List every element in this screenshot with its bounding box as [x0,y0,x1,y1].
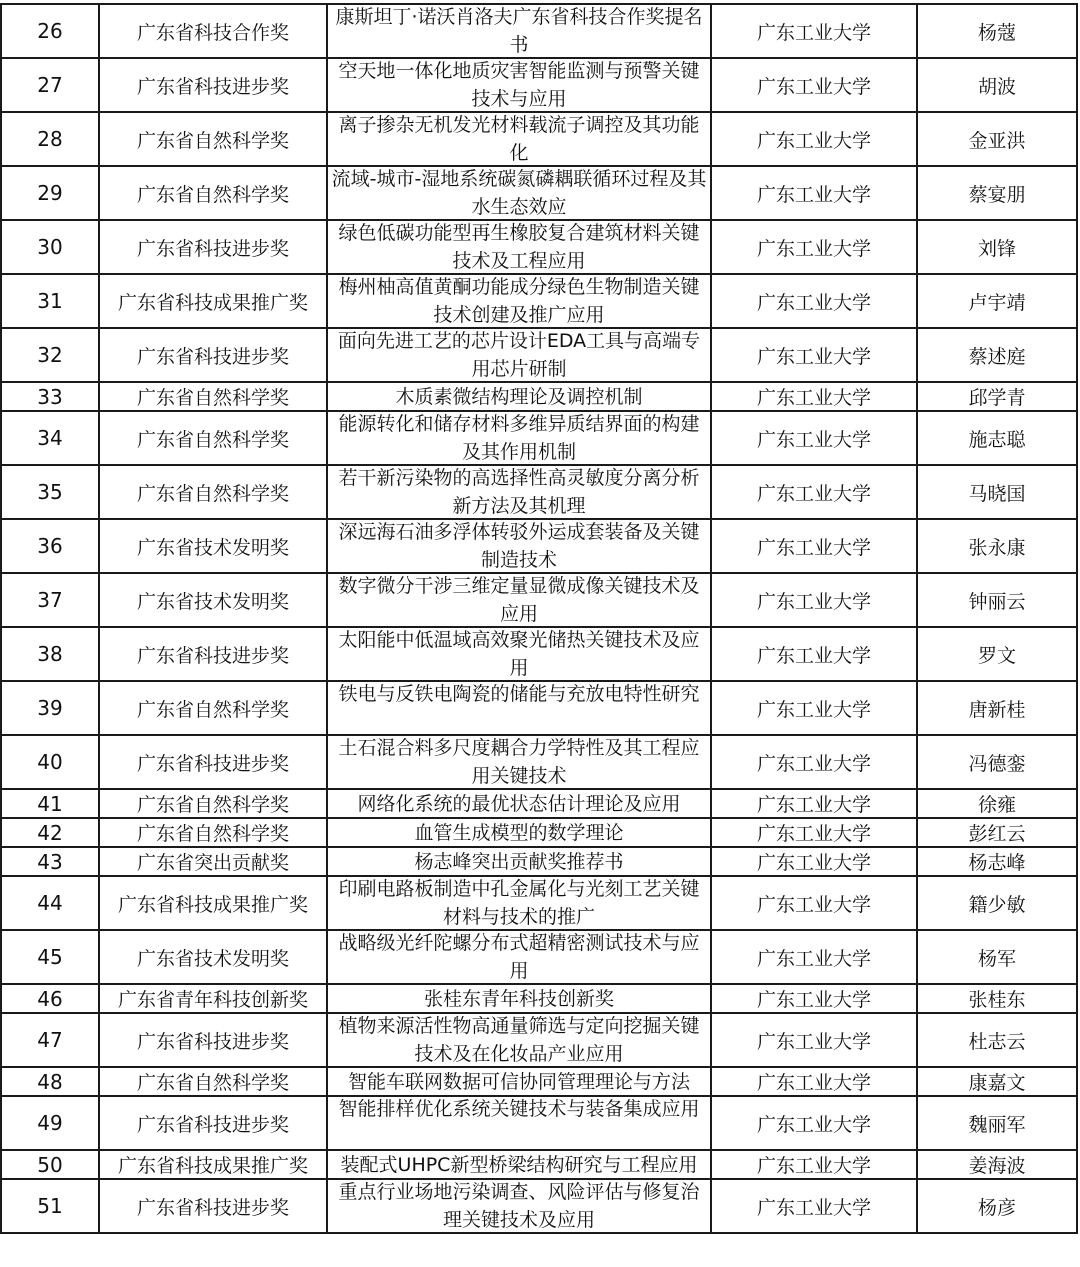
project-title-cell [327,519,711,573]
lead-person: 刘锋 [917,220,1077,274]
project-title: 智能排样优化系统关键技术与装备集成应用 [338,1098,700,1120]
lead-person: 钟丽云 [917,573,1077,627]
lead-person: 金亚洪 [917,112,1077,166]
project-title: 装配式UHPC新型桥梁结构研究与工程应用 [340,1153,698,1176]
table-row [1,328,1077,382]
table-row [1,1179,1077,1233]
table-row [1,1013,1077,1067]
institution: 广东工业大学 [711,573,917,627]
row-number: 28 [1,112,99,166]
row-number: 33 [1,382,99,411]
project-title: 梅州柚高值黄酮功能成分绿色生物制造关键技术创建及推广应用 [338,276,700,325]
row-number: 32 [1,328,99,382]
row-number: 49 [1,1096,99,1150]
institution: 广东工业大学 [711,627,917,681]
lead-person: 籍少敏 [917,876,1077,930]
table-row [1,112,1077,166]
award-category: 广东省科技进步奖 [99,328,327,382]
table-row [1,1150,1077,1179]
project-title-cell [327,984,711,1013]
institution: 广东工业大学 [711,1067,917,1096]
project-title-cell [327,681,711,735]
table-row [1,411,1077,465]
lead-person: 彭红云 [917,818,1077,847]
row-number: 46 [1,984,99,1013]
row-number: 47 [1,1013,99,1067]
lead-person: 张桂东 [917,984,1077,1013]
table-row [1,382,1077,411]
project-title-cell [327,1150,711,1179]
project-title-cell [327,573,711,627]
table-row [1,735,1077,789]
award-category: 广东省科技进步奖 [99,1096,327,1150]
project-title: 木质素微结构理论及调控机制 [395,385,643,408]
row-number: 30 [1,220,99,274]
project-title: 深远海石油多浮体转驳外运成套装备及关键制造技术 [338,521,700,570]
table-row [1,1096,1077,1150]
award-category: 广东省科技成果推广奖 [99,1150,327,1179]
project-title-cell [327,382,711,411]
award-category: 广东省突出贡献奖 [99,847,327,876]
lead-person: 杨彦 [917,1179,1077,1233]
institution: 广东工业大学 [711,411,917,465]
institution: 广东工业大学 [711,681,917,735]
lead-person: 冯德銮 [917,735,1077,789]
table-row [1,681,1077,735]
table-row [1,847,1077,876]
institution: 广东工业大学 [711,930,917,984]
row-number: 40 [1,735,99,789]
table-row [1,220,1077,274]
table-row [1,166,1077,220]
institution: 广东工业大学 [711,274,917,328]
award-table [0,3,1078,1234]
lead-person: 徐雍 [917,789,1077,818]
award-category: 广东省科技合作奖 [99,4,327,58]
institution: 广东工业大学 [711,519,917,573]
project-title-cell [327,930,711,984]
row-number: 27 [1,58,99,112]
project-title: 土石混合料多尺度耦合力学特性及其工程应用关键技术 [338,737,700,786]
institution: 广东工业大学 [711,984,917,1013]
lead-person: 蔡宴朋 [917,166,1077,220]
institution: 广东工业大学 [711,1013,917,1067]
row-number: 43 [1,847,99,876]
row-number: 35 [1,465,99,519]
project-title: 重点行业场地污染调查、风险评估与修复治理关键技术及应用 [338,1181,700,1230]
award-category: 广东省科技成果推广奖 [99,274,327,328]
project-title: 印刷电路板制造中孔金属化与光刻工艺关键材料与技术的推广 [338,878,700,927]
award-table-body [1,4,1077,1233]
project-title-cell [327,112,711,166]
institution: 广东工业大学 [711,789,917,818]
table-row [1,573,1077,627]
row-number: 41 [1,789,99,818]
institution: 广东工业大学 [711,876,917,930]
project-title: 网络化系统的最优状态估计理论及应用 [357,792,681,815]
lead-person: 邱学青 [917,382,1077,411]
table-row [1,930,1077,984]
project-title-cell [327,1179,711,1233]
row-number: 34 [1,411,99,465]
lead-person: 杜志云 [917,1013,1077,1067]
project-title: 若干新污染物的高选择性高灵敏度分离分析新方法及其机理 [338,467,700,516]
project-title: 面向先进工艺的芯片设计EDA工具与高端专用芯片研制 [337,330,701,379]
institution: 广东工业大学 [711,220,917,274]
project-title-cell [327,1096,711,1150]
table-row [1,984,1077,1013]
row-number: 26 [1,4,99,58]
project-title: 植物来源活性物高通量筛选与定向挖掘关键技术及在化妆品产业应用 [338,1015,700,1064]
lead-person: 杨志峰 [917,847,1077,876]
award-category: 广东省自然科学奖 [99,465,327,519]
row-number: 48 [1,1067,99,1096]
row-number: 39 [1,681,99,735]
table-row [1,4,1077,58]
lead-person: 张永康 [917,519,1077,573]
table-row [1,627,1077,681]
lead-person: 康嘉文 [917,1067,1077,1096]
project-title: 流域-城市-湿地系统碳氮磷耦联循环过程及其水生态效应 [331,168,707,217]
row-number: 42 [1,818,99,847]
project-title: 绿色低碳功能型再生橡胶复合建筑材料关键技术及工程应用 [338,222,700,271]
award-category: 广东省科技成果推广奖 [99,876,327,930]
project-title-cell [327,58,711,112]
award-category: 广东省自然科学奖 [99,789,327,818]
lead-person: 杨蔻 [917,4,1077,58]
row-number: 36 [1,519,99,573]
institution: 广东工业大学 [711,1179,917,1233]
project-title: 战略级光纤陀螺分布式超精密测试技术与应用 [338,932,700,981]
award-table-sheet [0,3,1078,1234]
institution: 广东工业大学 [711,1150,917,1179]
table-row [1,58,1077,112]
lead-person: 马晓国 [917,465,1077,519]
institution: 广东工业大学 [711,328,917,382]
project-title: 能源转化和储存材料多维异质结界面的构建及其作用机制 [338,413,700,462]
row-number: 38 [1,627,99,681]
project-title-cell [327,627,711,681]
project-title-cell [327,1067,711,1096]
row-number: 37 [1,573,99,627]
lead-person: 唐新桂 [917,681,1077,735]
table-row [1,1067,1077,1096]
institution: 广东工业大学 [711,818,917,847]
award-category: 广东省自然科学奖 [99,382,327,411]
award-category: 广东省科技进步奖 [99,220,327,274]
lead-person: 姜海波 [917,1150,1077,1179]
lead-person: 蔡述庭 [917,328,1077,382]
institution: 广东工业大学 [711,4,917,58]
project-title: 张桂东青年科技创新奖 [423,987,614,1010]
project-title-cell [327,411,711,465]
row-number: 29 [1,166,99,220]
institution: 广东工业大学 [711,112,917,166]
award-category: 广东省科技进步奖 [99,627,327,681]
row-number: 44 [1,876,99,930]
table-row [1,465,1077,519]
table-row [1,818,1077,847]
award-category: 广东省自然科学奖 [99,681,327,735]
project-title: 智能车联网数据可信协同管理理论与方法 [347,1070,690,1093]
project-title: 杨志峰突出贡献奖推荐书 [414,850,624,873]
award-category: 广东省科技进步奖 [99,1013,327,1067]
award-category: 广东省自然科学奖 [99,166,327,220]
table-row [1,274,1077,328]
project-title: 太阳能中低温域高效聚光储热关键技术及应用 [338,629,700,678]
project-title: 康斯坦丁·诺沃肖洛夫广东省科技合作奖提名书 [335,6,703,55]
award-category: 广东省自然科学奖 [99,1067,327,1096]
project-title-cell [327,789,711,818]
institution: 广东工业大学 [711,382,917,411]
project-title-cell [327,274,711,328]
lead-person: 杨军 [917,930,1077,984]
award-category: 广东省自然科学奖 [99,818,327,847]
row-number: 45 [1,930,99,984]
project-title-cell [327,166,711,220]
row-number: 51 [1,1179,99,1233]
project-title: 离子掺杂无机发光材料载流子调控及其功能化 [338,114,700,163]
lead-person: 胡波 [917,58,1077,112]
award-category: 广东省技术发明奖 [99,519,327,573]
project-title: 空天地一体化地质灾害智能监测与预警关键技术与应用 [338,60,700,109]
award-category: 广东省青年科技创新奖 [99,984,327,1013]
award-category: 广东省技术发明奖 [99,573,327,627]
project-title: 血管生成模型的数学理论 [414,821,624,844]
row-number: 50 [1,1150,99,1179]
lead-person: 卢宇靖 [917,274,1077,328]
institution: 广东工业大学 [711,1096,917,1150]
lead-person: 罗文 [917,627,1077,681]
project-title-cell [327,818,711,847]
lead-person: 施志聪 [917,411,1077,465]
award-category: 广东省自然科学奖 [99,112,327,166]
award-category: 广东省科技进步奖 [99,58,327,112]
project-title-cell [327,847,711,876]
institution: 广东工业大学 [711,58,917,112]
institution: 广东工业大学 [711,735,917,789]
project-title-cell [327,465,711,519]
row-number: 31 [1,274,99,328]
table-row [1,789,1077,818]
award-category: 广东省科技进步奖 [99,1179,327,1233]
project-title-cell [327,876,711,930]
institution: 广东工业大学 [711,166,917,220]
project-title-cell [327,328,711,382]
project-title: 数字微分干涉三维定量显微成像关键技术及应用 [338,575,700,624]
project-title-cell [327,220,711,274]
award-category: 广东省自然科学奖 [99,411,327,465]
project-title-cell [327,1013,711,1067]
lead-person: 魏丽军 [917,1096,1077,1150]
table-row [1,519,1077,573]
award-category: 广东省技术发明奖 [99,930,327,984]
project-title-cell [327,735,711,789]
award-category: 广东省科技进步奖 [99,735,327,789]
institution: 广东工业大学 [711,465,917,519]
project-title: 铁电与反铁电陶瓷的储能与充放电特性研究 [338,683,700,705]
table-row [1,876,1077,930]
institution: 广东工业大学 [711,847,917,876]
project-title-cell [327,4,711,58]
